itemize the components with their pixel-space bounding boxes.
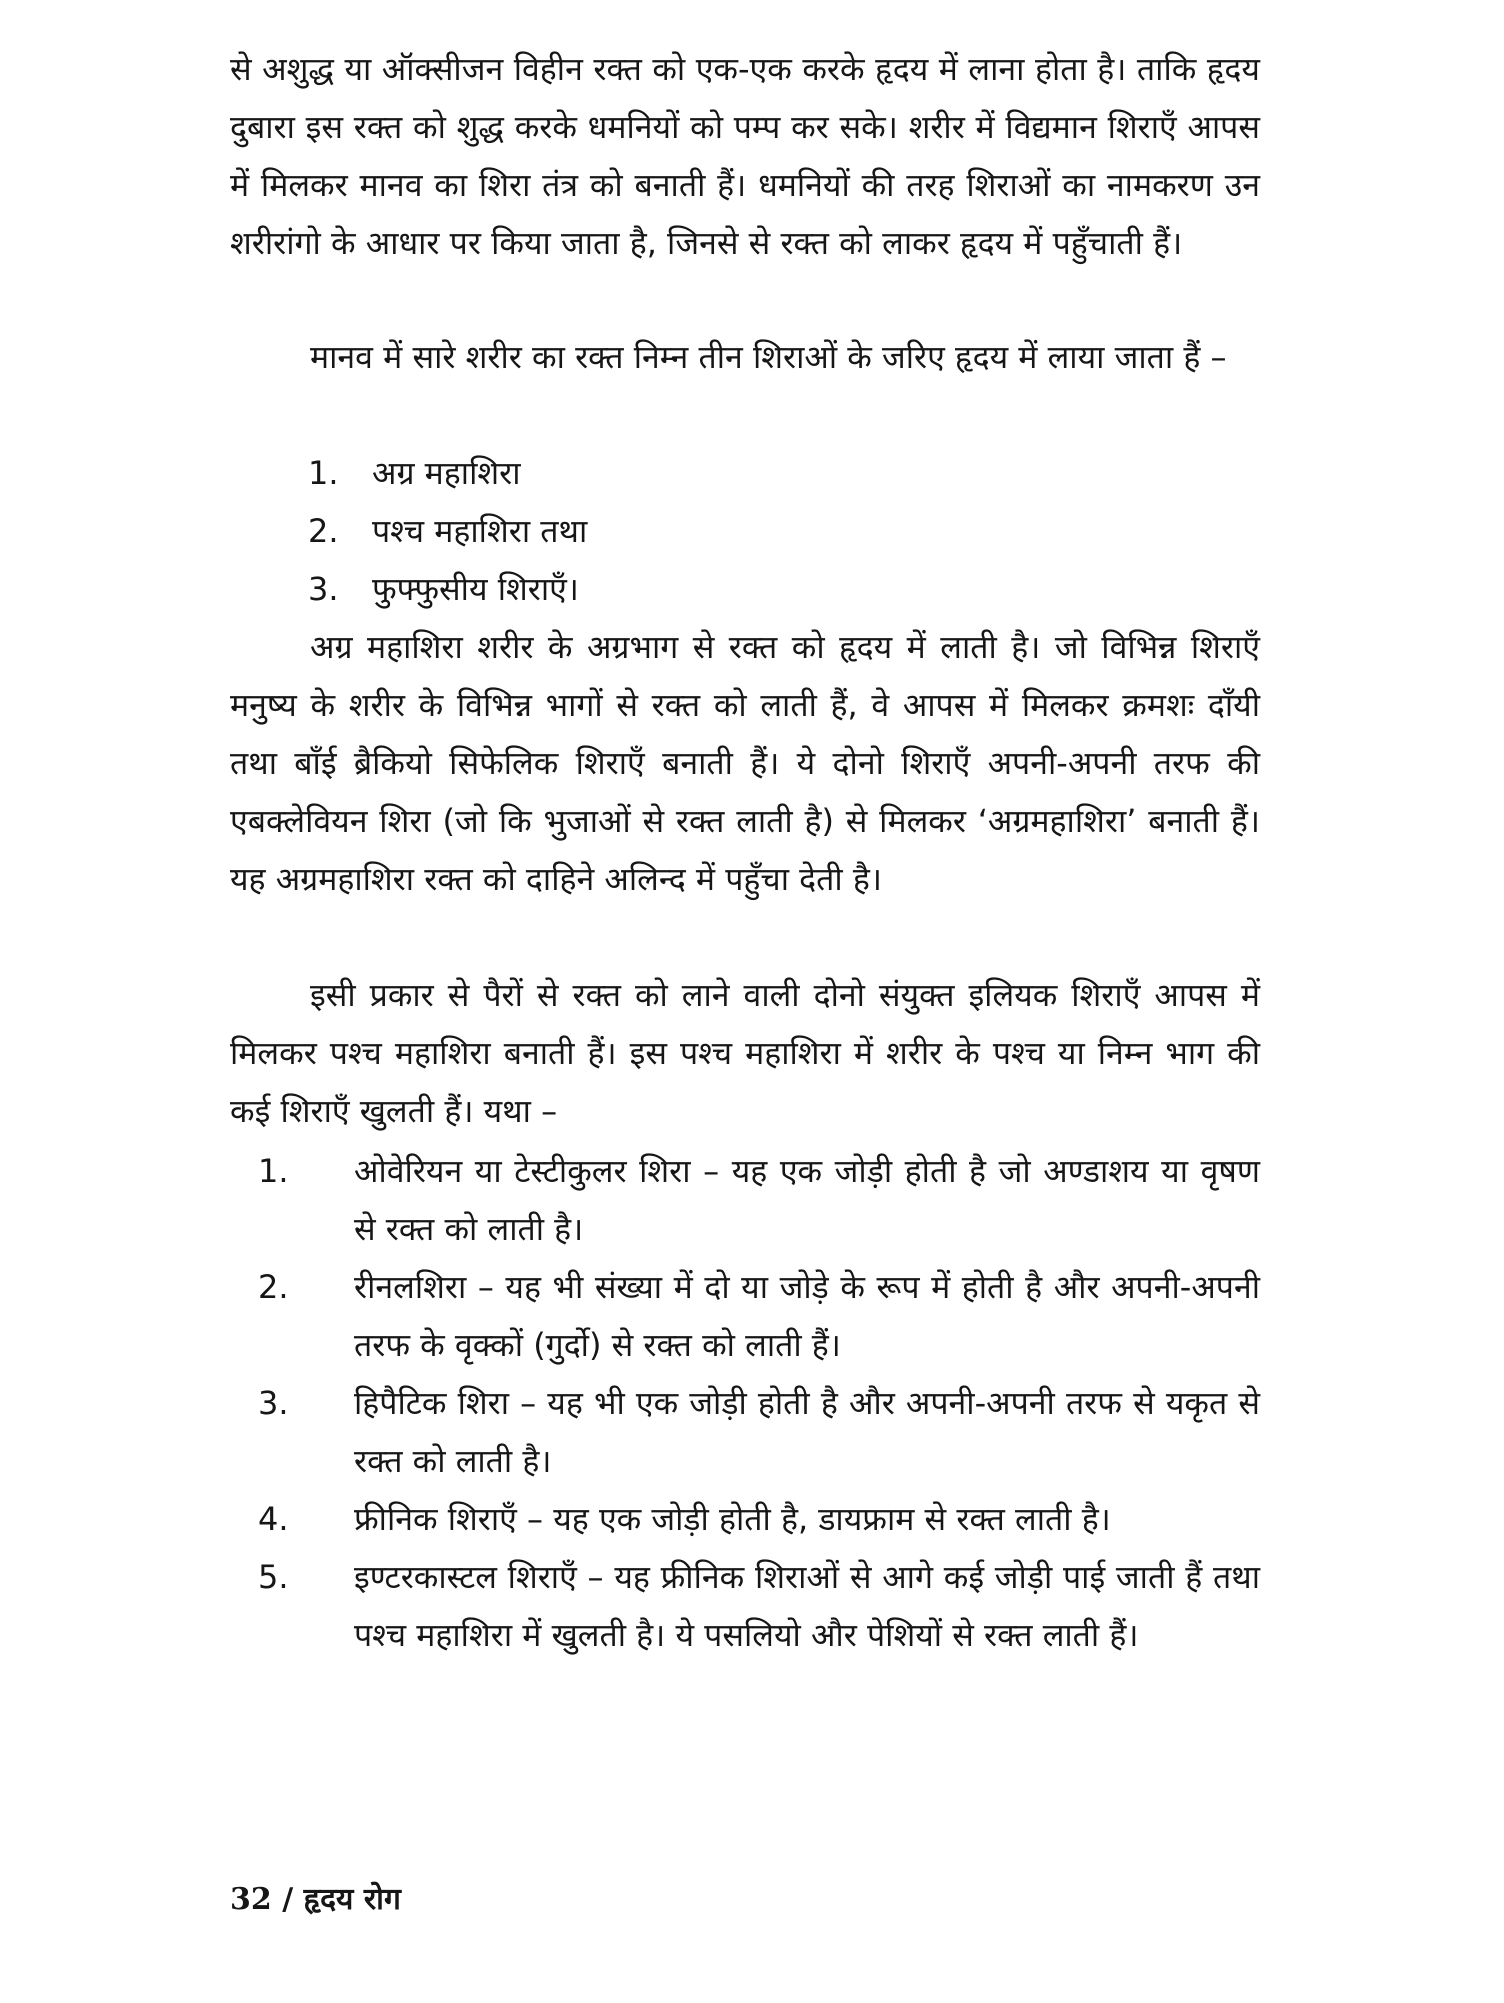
list-item-text: पश्च महाशिरा तथा [372,512,588,550]
list-item-number: 3. [308,570,339,608]
list-item-text: फुफ्फुसीय शिराएँ। [372,570,579,608]
list-item [308,502,587,560]
list-item-text: इण्टरकास्टल शिराएँ – यह फ्रीनिक शिराओं से आगे कई जोड़ी पाई जाती हैं तथा पश्च महाशिरा में खुलती है। ये पसलियो और पेशियों से रक्त लाती हैं। [354,1558,1260,1654]
paragraph-anterior-vena-cava: अग्र महाशिरा शरीर के अग्रभाग से रक्त को हृदय में लाती है। जो विभिन्न शिराएँ मनुष्य के शरीर के विभिन्न भागों से रक्त को लाती हैं, वे आपस में मिलकर क्रमशः दाँयी तथा बाँई ब्रैकियो सिफेलिक शिराएँ बनाती हैं। ये दोनो शिराएँ अपनी-अपनी तरफ की एबक्लेवियन शिरा (जो कि भुजाओं से रक्त लाती है) से मिलकर ‘अग्रमहाशिरा’ बनाती हैं। यह अग्रमहाशिरा रक्त को दाहिने अलिन्द में पहुँचा देती है। [230,628,1260,898]
list-item-text: हिपैटिक शिरा – यह भी एक जोड़ी होती है और अपनी-अपनी तरफ से यकृत से रक्त को लाती है। [354,1384,1260,1480]
paragraph-intro: से अशुद्ध या ऑक्सीजन विहीन रक्त को एक-एक करके हृदय में लाना होता है। ताकि हृदय दुबारा इस रक्त को शुद्ध करके धमनियों को पम्प कर सके। शरीर में विद्यमान शिराएँ आपस में मिलकर मानव का शिरा तंत्र को बनाती हैं। धमनियों की तरह शिराओं का नामकरण उन शरीरांगो के आधार पर किया जाता है, जिनसे से रक्त को लाकर हृदय में पहुँचाती हैं। [230,50,1260,262]
list-item [258,1548,1260,1664]
book-title: हृदय रोग [303,1882,401,1917]
list-item-number: 2. [258,1268,289,1306]
list-item-text: रीनलशिरा – यह भी संख्या में दो या जोड़े के रूप में होती है और अपनी-अपनी तरफ के वृक्कों (गुर्दो) से रक्त को लाती हैं। [354,1268,1260,1364]
list-item [308,444,587,502]
footer-separator: / [282,1882,294,1917]
list-item-text: फ्रीनिक शिराएँ – यह एक जोड़ी होती है, डायफ्राम से रक्त लाती है। [354,1500,1111,1538]
list-item-number: 5. [258,1558,289,1596]
paragraph-three-veins: मानव में सारे शरीर का रक्त निम्न तीन शिराओं के जरिए हृदय में लाया जाता हैं – [310,338,1227,376]
posterior-veins-list [258,1142,1260,1664]
list-item-number: 4. [258,1500,289,1538]
list-item-text: ओवेरियन या टेस्टीकुलर शिरा – यह एक जोड़ी होती है जो अण्डाशय या वृषण से रक्त को लाती है। [354,1152,1260,1248]
list-item [258,1142,1260,1258]
list-item-number: 2. [308,512,339,550]
veins-list [308,444,587,618]
list-item [308,560,587,618]
list-item [258,1490,1260,1548]
paragraph-posterior-vena-cava: इसी प्रकार से पैरों से रक्त को लाने वाली दोनो संयुक्त इलियक शिराएँ आपस में मिलकर पश्च महाशिरा बनाती हैं। इस पश्च महाशिरा में शरीर के पश्च या निम्न भाग की कई शिराएँ खुलती हैं। यथा – [230,976,1260,1130]
list-item [258,1374,1260,1490]
page-number: 32 [230,1882,272,1917]
list-item-number: 1. [308,454,339,492]
page-footer [230,1880,401,1920]
list-item-number: 3. [258,1384,289,1422]
list-item-number: 1. [258,1152,289,1190]
list-item [258,1258,1260,1374]
list-item-text: अग्र महाशिरा [372,454,521,492]
